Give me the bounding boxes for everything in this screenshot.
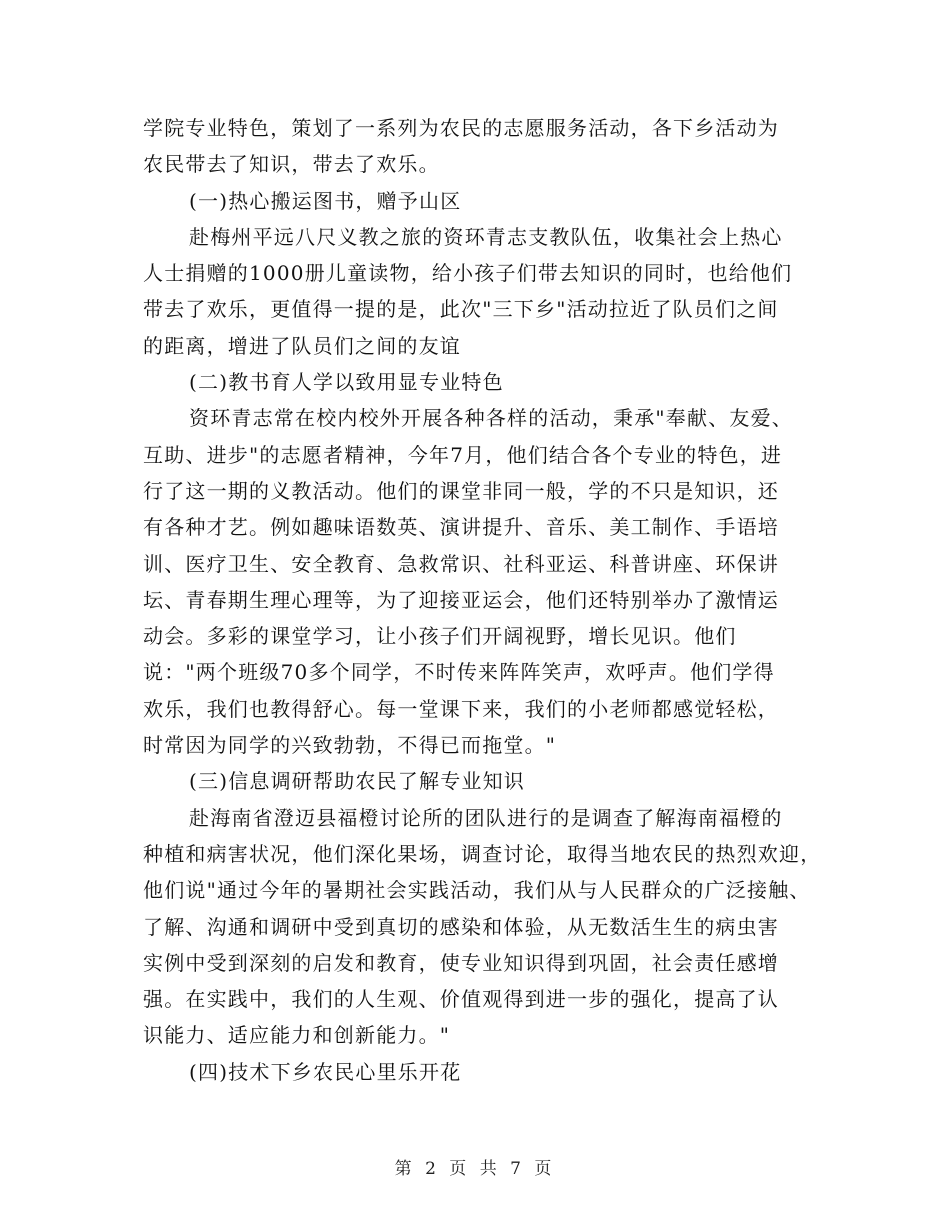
- text-line: 动会。多彩的课堂学习，让小孩子们开阔视野，增长见识。他们: [143, 624, 737, 649]
- text-line: 强。在实践中，我们的人生观、价值观得到进一步的强化，提高了认: [143, 987, 779, 1012]
- text-line: 学院专业特色，策划了一系列为农民的志愿服务活动，各下乡活动为: [143, 116, 779, 140]
- text-line: 欢乐，我们也教得舒心。每一堂课下来，我们的小老师都感觉轻松，: [143, 696, 779, 721]
- text-line: (二)教书育人学以致用显专业特色: [189, 370, 504, 395]
- text-line: 他们说"通过今年的暑期社会实践活动，我们从与人民群众的广泛接触、: [143, 878, 811, 903]
- text-line: 带去了欢乐，更值得一提的是，此次"三下乡"活动拉近了队员们之间: [143, 297, 779, 322]
- text-line: (一)热心搬运图书，赠予山区: [189, 188, 462, 213]
- text-line: 识能力、适应能力和创新能力。": [143, 1023, 451, 1048]
- text-line: 有各种才艺。例如趣味语数英、演讲提升、音乐、美工制作、手语培: [143, 515, 779, 540]
- document-body: [143, 110, 823, 1090]
- text-line: 了解、沟通和调研中受到真切的感染和体验，从无数活生生的病虫害: [143, 914, 779, 939]
- text-line: 训、医疗卫生、安全教育、急救常识、社科亚运、科普讲座、环保讲: [143, 551, 779, 576]
- text-line: 的距离，增进了队员们之间的友谊: [143, 333, 461, 358]
- text-line: 坛、青春期生理心理等，为了迎接亚运会，他们还特别举办了激情运: [143, 587, 779, 612]
- text-line: 实例中受到深刻的启发和教育，使专业知识得到巩固，社会责任感增: [143, 950, 779, 975]
- text-line: 人士捐赠的1000册儿童读物，给小孩子们带去知识的同时，也给他们: [143, 261, 793, 286]
- text-line: 时常因为同学的兴致勃勃，不得已而拖堂。": [143, 733, 557, 758]
- text-line: 行了这一期的义教活动。他们的课堂非同一般，学的不只是知识，还: [143, 478, 779, 503]
- text-line: 种植和病害状况，他们深化果场，调查讨论，取得当地农民的热烈欢迎，: [143, 841, 822, 866]
- text-line: 互助、进步"的志愿者精神，今年7月，他们结合各个专业的特色，进: [143, 442, 783, 467]
- text-line: 说："两个班级70多个同学，不时传来阵阵笑声，欢呼声。他们学得: [143, 660, 775, 685]
- text-line: 资环青志常在校内校外开展各种各样的活动，秉承"奉献、友爱、: [189, 406, 793, 431]
- text-line: 农民带去了知识，带去了欢乐。: [143, 152, 440, 177]
- text-line: (三)信息调研帮助农民了解专业知识: [189, 769, 526, 794]
- page-number-footer: 第 2 页 共 7 页: [394, 1159, 556, 1179]
- text-line: 赴梅州平远八尺义教之旅的资环青志支教队伍，收集社会上热心: [189, 224, 783, 249]
- text-line: (四)技术下乡农民心里乐开花: [189, 1059, 462, 1084]
- text-line: 赴海南省澄迈县福橙讨论所的团队进行的是调查了解海南福橙的: [189, 805, 783, 830]
